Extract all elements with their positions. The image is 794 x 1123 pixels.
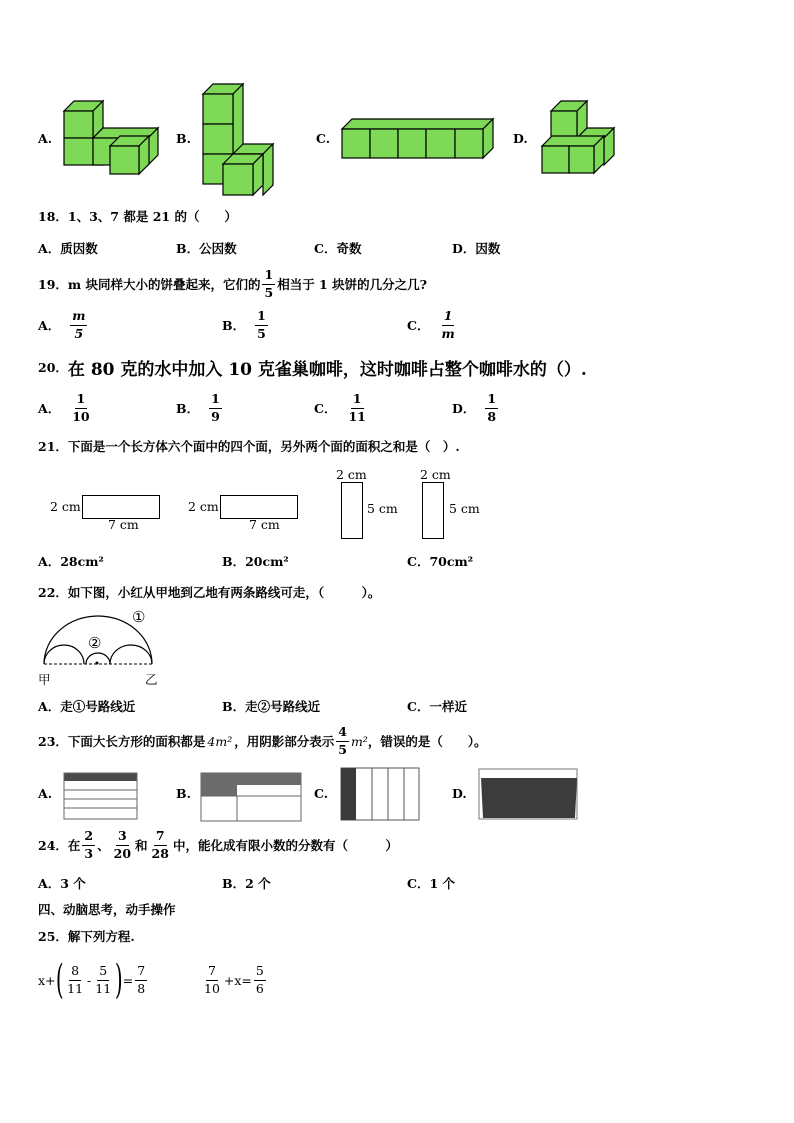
- q21-face-4-height: 5 cm: [449, 501, 480, 516]
- section-4-title: 四、动脑思考，动手操作: [38, 902, 176, 917]
- q17-option-b-label: B.: [176, 131, 191, 146]
- q20-option-a: A． $\frac{1}{10}$: [38, 391, 90, 424]
- q23-option-d-label: D.: [452, 786, 467, 801]
- q19-stem: 19．m 块同样大小的饼叠起来，它们的 $\frac{1}{5}$ 相当于 1 块饼的几分之几?: [38, 267, 427, 300]
- q17-option-d-label: D.: [513, 131, 528, 146]
- q18-option-b: B．公因数: [176, 241, 237, 256]
- q21-option-a: A．28cm²: [38, 554, 104, 569]
- q21-face-1-width: 7 cm: [108, 517, 139, 532]
- q22-route-2-label: ②: [88, 634, 102, 652]
- q18-option-a: A．质因数: [38, 241, 98, 256]
- q21-option-c: C．70cm²: [407, 554, 474, 569]
- q24-option-a: A．3 个: [38, 876, 86, 891]
- q23-option-a-label: A.: [38, 786, 53, 801]
- q20-option-d: D． $\frac{1}{8}$: [452, 391, 497, 424]
- q21-option-b: B．20cm²: [222, 554, 289, 569]
- q17-option-a-label: A.: [38, 131, 53, 146]
- q23-option-c-label: C.: [314, 786, 329, 801]
- q24-option-c: C．1 个: [407, 876, 455, 891]
- q21-stem: 21．下面是一个长方体六个面中的四个面，另外两个面的面积之和是（ ）.: [38, 439, 460, 454]
- q19-option-c: C． $\frac{1}{m}$: [407, 308, 455, 341]
- q23-stem: 23．下面大长方形的面积都是 4m² ，用阴影部分表示 $\frac{4}{5}$ m² ，错误的是（ ）。: [38, 724, 487, 757]
- q25-equation-1: x+ ( $\frac{8}{11}$ - $\frac{5}{11}$ ) = $\frac{7}{8}$: [38, 957, 146, 1003]
- q22-route-1-label: ①: [132, 608, 146, 626]
- q23-area: 4m²: [207, 733, 233, 749]
- q23-option-b-label: B.: [176, 786, 191, 801]
- q18-option-c: C．奇数: [314, 241, 362, 256]
- q19-option-b: B． $\frac{1}{5}$: [222, 308, 266, 341]
- q22-stem: 22．如下图，小红从甲地到乙地有两条路线可走，（ ）。: [38, 585, 381, 600]
- q22-option-b: B．走②号路线近: [222, 699, 321, 714]
- q18-stem: 18．1、3、7 都是 21 的（ ）: [38, 209, 237, 224]
- q21-face-4-width: 2 cm: [420, 467, 451, 482]
- q20-option-c: C． $\frac{1}{11}$: [314, 391, 366, 424]
- q21-face-2-width: 7 cm: [249, 517, 280, 532]
- q24-stem: 24．在 $\frac{2}{3}$ 、 $\frac{3}{20}$ 和 $\frac{7}{28}$ 中，能化成有限小数的分数有（ ）: [38, 828, 398, 861]
- q20-option-b: B． $\frac{1}{9}$: [176, 391, 220, 424]
- q22-option-c: C．一样近: [407, 699, 467, 714]
- q21-face-3-width: 2 cm: [336, 467, 367, 482]
- q22-start-label: 甲: [38, 672, 51, 687]
- q19-option-a: A． $\frac{m}{5}$: [38, 308, 86, 341]
- q17-option-c-label: C.: [316, 131, 331, 146]
- q21-face-1-height: 2 cm: [50, 499, 81, 514]
- q19-stem-fraction: $\frac{1}{5}$: [264, 267, 274, 300]
- q21-face-3-height: 5 cm: [367, 501, 398, 516]
- q24-option-b: B．2 个: [222, 876, 271, 891]
- q20-stem: 20． 在 80 克的水中加入 10 克雀巢咖啡，这时咖啡占整个咖啡水的（）.: [38, 359, 587, 380]
- q18-option-d: D．因数: [452, 241, 501, 256]
- q22-end-label: 乙: [145, 672, 158, 687]
- q25-equation-2: $\frac{7}{10}$ +x= $\frac{5}{6}$: [204, 963, 264, 996]
- q22-option-a: A．走①号路线近: [38, 699, 136, 714]
- q23-unit: m²: [350, 733, 368, 749]
- q25-stem: 25．解下列方程.: [38, 929, 135, 944]
- q21-face-2-height: 2 cm: [188, 499, 219, 514]
